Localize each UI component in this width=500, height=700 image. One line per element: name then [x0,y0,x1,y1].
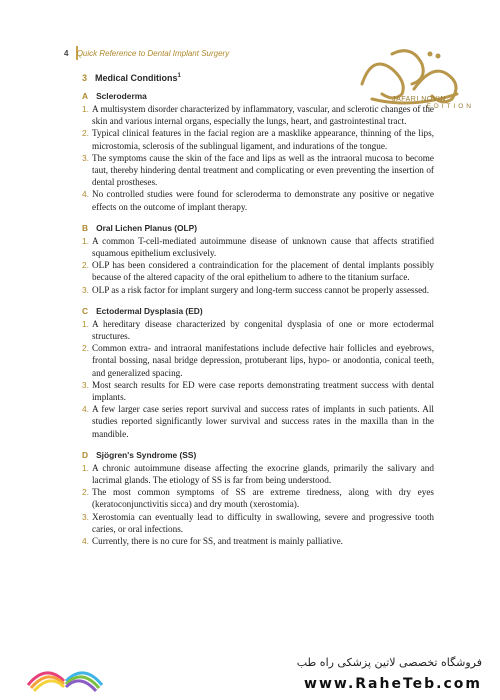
list-item-number: 3. [82,379,89,390]
list-item-number: 2. [82,343,89,354]
section-title [82,223,434,233]
sections-container [82,91,434,547]
list-item-number: 3. [82,152,89,163]
page-content [82,73,434,557]
numbered-list [82,462,434,547]
list-item-number: 1. [82,318,89,329]
section-title [82,91,434,101]
list-item [82,152,434,189]
list-item-number: 1. [82,462,89,473]
list-item-number: 2. [82,128,89,139]
list-item [82,535,434,547]
section-title-text: Sjögren's Syndrome (SS) [96,449,197,460]
list-item [82,511,434,535]
list-item [82,259,434,283]
list-item-number: 1. [82,235,89,246]
list-item [82,486,434,510]
list-item-text: Currently, there is no cure for SS, and treatment is mainly palliative. [92,536,343,547]
chapter-number: 3 [82,73,88,83]
list-item [82,235,434,259]
list-item [82,342,434,379]
list-item-text: A few larger case series report survival and success rates of implants in such patients. All studies reported significantly lower survival and success rates in the maxilla than in the mandible. [92,404,434,439]
book-logo-icon [22,655,108,695]
list-item-number: 3. [82,284,89,295]
section-title-text: Oral Lichen Planus (OLP) [96,222,198,233]
chapter-title: Medical Conditions [95,73,178,83]
list-item-text: Common extra- and intraoral manifestations include defective hair follicles and eyebrows, frontal bossing, nasal bridge depression, protuberant lips, hypo- or anodontia, conical teeth, and generalized spacing. [92,343,434,378]
numbered-list [82,235,434,296]
numbered-list [82,103,434,213]
logo-line-1: JAFARI NOVIN [392,96,446,103]
list-item-number: 1. [82,104,89,114]
book-title: Quick Reference to Dental Implant Surgery [76,49,230,58]
section-title-text: Scleroderma [96,91,147,101]
list-item-text: A hereditary disease characterized by congenital dysplasia of one or more ectodermal structures. [92,318,434,342]
list-item-text: OLP as a risk factor for implant surgery and long-term success cannot be properly assessed. [92,284,430,295]
section [82,450,434,547]
chapter-footnote-marker: 1 [177,73,181,79]
list-item-number: 4. [82,189,89,200]
shop-name: فروشگاه تخصصی لاتین پزشکی راه طب [296,656,482,669]
section [82,306,434,440]
chapter-heading [82,73,434,83]
list-item [82,379,434,403]
list-item-text: Xerostomia can eventually lead to difficulty in swallowing, severe and progressive tooth caries, or oral infections. [92,511,434,534]
list-item-text: A chronic autoimmune disease affecting the exocrine glands, primarily the salivary and lacrimal glands. The etiology of SS is far from being understood. [92,462,434,486]
list-item-number: 2. [82,260,89,271]
section-letter: A [82,91,89,101]
section-title [82,450,434,460]
section-title-text: Ectodermal Dysplasia (ED) [96,305,203,316]
list-item-number: 4. [82,536,89,547]
section-letter: C [82,305,89,316]
section [82,223,434,296]
list-item-number: 3. [82,511,89,522]
list-item-text: The most common symptoms of SS are extreme tiredness, along with dry eyes (keratoconjunctivitis sicca) and dry mouth (xerostomia). [92,487,434,510]
section-letter: B [82,222,89,233]
list-item [82,103,434,127]
section-title [82,306,434,316]
section-letter: D [82,449,89,460]
list-item-text: No controlled studies were found for scleroderma to demonstrate any positive or negative effects on the outcome of implant therapy. [92,189,434,212]
list-item-text: The symptoms cause the skin of the face and lips as well as the intraoral mucosa to become taut, thereby hindering dental treatment and complicating or even preventing the insertion of dental prostheses. [92,152,434,188]
list-item-text: OLP has been considered a contraindication for the placement of dental implants possibly because of the altered capacity of the oral epithelium to adhere to the titanium surface. [92,260,434,283]
running-header [64,49,229,58]
list-item [82,403,434,440]
numbered-list [82,318,434,440]
list-item [82,284,434,296]
list-item [82,462,434,486]
section [82,91,434,213]
list-item [82,318,434,342]
shop-url-link[interactable]: www.RaheTeb.com [304,676,482,692]
list-item [82,188,434,212]
list-item-text: A common T-cell-mediated autoimmune disease of unknown cause that affects stratified squamous epithelium exclusively. [92,235,434,259]
list-item-text: A multisystem disorder characterized by inflammatory, vascular, and sclerotic changes of the skin and various internal organs, especially the lungs, heart, and gastrointestinal tract. [92,104,434,127]
list-item-number: 4. [82,404,89,415]
list-item [82,127,434,151]
logo-line-2: EDITION [426,103,474,110]
list-item-text: Typical clinical features in the facial region are a masklike appearance, thinning of the lips, microstomia, sclerosis of the sublingual ligament, and indurations of the tongue. [92,128,434,151]
list-item-number: 2. [82,487,89,498]
list-item-text: Most search results for ED were case reports demonstrating treatment success with dental implants. [92,379,434,403]
page-number: 4 [64,49,69,58]
